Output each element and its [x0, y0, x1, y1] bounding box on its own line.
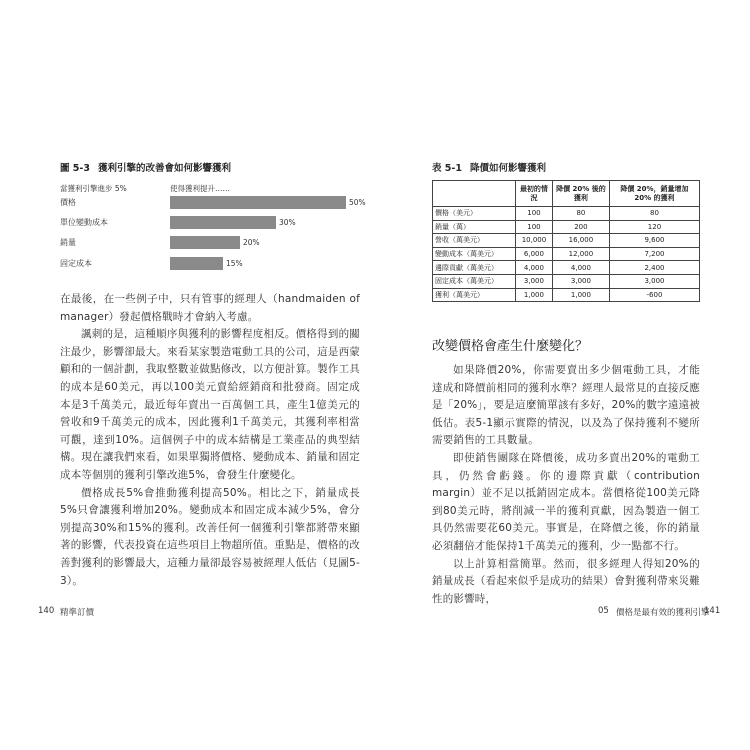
table-header-cell	[433, 181, 516, 207]
table-cell: 80	[552, 207, 609, 221]
bar-row	[60, 235, 360, 251]
paragraph: 在最後，在一些例子中，只有管事的經理人（handmaiden of manager）發起價格戰時才會納入考慮。	[60, 293, 360, 323]
table-row	[433, 207, 700, 221]
bar-value-label: 15%	[226, 259, 243, 268]
chart-column-head-right: 使得獲利提升……	[170, 184, 230, 193]
left-body-text	[60, 291, 360, 590]
table-row-label: 獲利（萬美元）	[433, 288, 516, 302]
bar-row	[60, 256, 360, 272]
table-cell: 12,000	[552, 247, 609, 261]
table-cell: 100	[516, 207, 553, 221]
figure-title-text: 獲利引擎的改善會如何影響獲利	[97, 163, 231, 174]
footer-page-number: 140	[38, 606, 55, 616]
paragraph: 如果降價20%，你需要賣出多少個電動工具，才能達成和降價前相同的獲利水準？經理人最常見的直接反應是「20%」，要是這麼簡單該有多好，20%的數字遠遠被低估。表5-1顯示實際的情況，以及為了保持獲利不變所需要銷售的工具數量。	[432, 364, 700, 447]
table-cell: 4,000	[516, 261, 553, 275]
bar	[170, 216, 276, 229]
table-row-label: 固定成本（萬美元）	[433, 274, 516, 288]
footer-page-number: 141	[704, 606, 721, 616]
table-row	[433, 274, 700, 288]
table-row	[433, 220, 700, 234]
table-row	[433, 288, 700, 302]
table-row-label: 邊際貢獻（萬美元）	[433, 261, 516, 275]
table-body	[433, 207, 700, 302]
table-cell: 3,000	[516, 274, 553, 288]
bar	[170, 257, 223, 270]
chart-column-head-left: 當獲利引擎進步 5%	[60, 184, 127, 193]
table-cell: 2,400	[609, 261, 699, 275]
table-cell: -600	[609, 288, 699, 302]
bar-value-label: 50%	[349, 198, 366, 207]
paragraph: 即使銷售團隊在降價後，成功多賣出20%的電動工具，仍然會虧錢。你的邊際貢獻（contribution margin）並不足以抵銷固定成本。當價格從100美元降到80美元時，將削減一半的獲利貢獻，因為製造一個工具仍然需要花60美元。事實是，在降價之後，你的銷量必須翻倍才能保持1千萬美元的獲利，少一點都不行。	[432, 451, 700, 552]
bar-label: 固定成本	[60, 259, 92, 268]
bar	[170, 236, 240, 249]
table-cell: 9,600	[609, 234, 699, 248]
table-header-cell: 最初的情況	[516, 181, 553, 207]
table-row	[433, 261, 700, 275]
table-title	[432, 160, 546, 174]
right-body-text	[432, 362, 700, 608]
paragraph: 價格成長5%會推動獲利提高50%。相比之下，銷量成長5%只會讓獲利增加20%。變動成本和固定成本減少5%，會分別提高30%和15%的獲利。改善任何一個獲利引擎都將帶來顯著的影響，代表投資在這些項目上物超所值。重點是，價格的改善對獲利的影響最大，這種力量卻最容易被經理人低估（見圖5-3）。	[60, 486, 360, 587]
table-row-label: 營收（萬美元）	[433, 234, 516, 248]
table-cell: 200	[552, 220, 609, 234]
table-cell: 100	[516, 220, 553, 234]
table-header-cell: 降價 20% 後的獲利	[552, 181, 609, 207]
bar-value-label: 30%	[279, 218, 296, 227]
table-cell: 1,000	[516, 288, 553, 302]
table-cell: 7,200	[609, 247, 699, 261]
paragraph: 以上計算相當簡單。然而，很多經理人得知20%的銷量成長（看起來似乎是成功的結果）會對獲利帶來災難性的影響時，	[432, 557, 700, 605]
table-cell: 120	[609, 220, 699, 234]
table-cell: 10,000	[516, 234, 553, 248]
paragraph: 諷刺的是，這種順序與獲利的影響程度相反。價格得到的關注最少，影響卻最大。來看某家製造電動工具的公司，這是西蒙顧和的一個計劃，我取整數並做點修改，以方便計算。製作工具的成本是60美元，再以100美元賣給經銷商和批發商。固定成本是3千萬美元，最近每年賣出一百萬個工具，產生1億美元的營收和9千萬美元的成本，因此獲利1千萬美元，其獲利率相當可觀，達到10%。這個例子中的成本結構是工業產品的典型結構。現在讓我們來看，如果單獨將價格、變動成本、銷量和固定成本等個別的獲利引擎改進5%，會發生什麼變化。	[60, 328, 360, 481]
table-cell: 3,000	[609, 274, 699, 288]
table-cell: 1,000	[552, 288, 609, 302]
footer-chapter-title: 價格是最有效的獲利引擎	[616, 608, 710, 618]
bar-row	[60, 215, 360, 231]
bar-value-label: 20%	[243, 238, 260, 247]
figure-title	[60, 160, 231, 174]
table-row-label: 銷量（萬）	[433, 220, 516, 234]
table-cell: 16,000	[552, 234, 609, 248]
bar	[170, 196, 346, 209]
profit-table	[432, 180, 700, 302]
table-header-row	[433, 181, 700, 207]
table-number: 表 5-1	[432, 163, 462, 174]
bar-label: 價格	[60, 198, 76, 207]
table-row	[433, 247, 700, 261]
bar-label: 單位變動成本	[60, 218, 108, 227]
table-cell: 3,000	[552, 274, 609, 288]
figure-number: 圖 5-3	[60, 163, 90, 174]
footer-book-title: 精準訂價	[60, 608, 95, 618]
table-cell: 80	[609, 207, 699, 221]
bar-label: 銷量	[60, 238, 76, 247]
table-row-label: 價格（美元）	[433, 207, 516, 221]
table-cell: 4,000	[552, 261, 609, 275]
table-title-text: 降價如何影響獲利	[469, 163, 546, 174]
bar-row	[60, 195, 366, 211]
footer-chapter-number: 05	[598, 606, 609, 616]
table-row-label: 變動成本（萬美元）	[433, 247, 516, 261]
table-cell: 6,000	[516, 247, 553, 261]
table-row	[433, 234, 700, 248]
table-header-cell: 降價 20%，銷量增加 20% 的獲利	[609, 181, 699, 207]
section-heading: 改變價格會產生什麼變化？	[432, 339, 589, 354]
